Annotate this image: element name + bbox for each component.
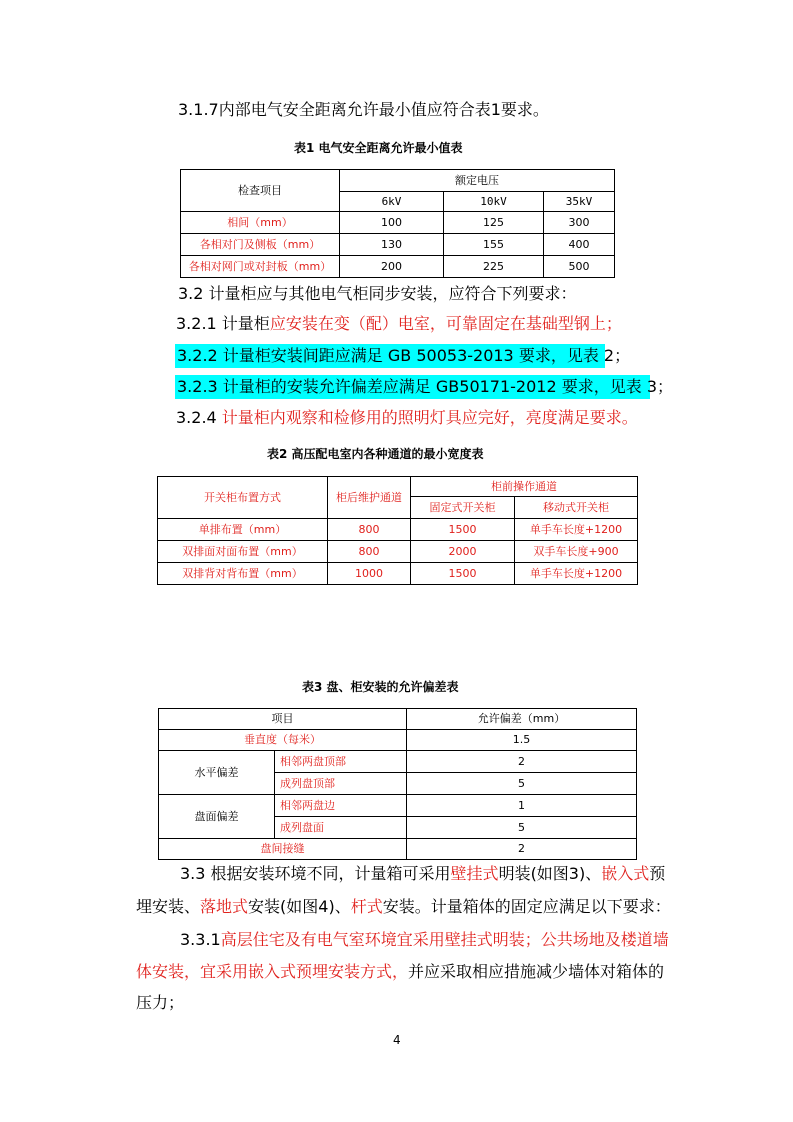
table-row — [181, 212, 615, 234]
table1 — [180, 169, 615, 278]
paragraph-3-2-4-number: 3.2.4 — [176, 408, 222, 427]
table2-caption: 表2 高压配电室内各种通道的最小宽度表 — [267, 447, 484, 461]
table2-cell: 单手车长度+1200 — [515, 563, 638, 585]
table1-voltage-6kv: 6kV — [340, 192, 444, 212]
paragraph-3-2-1-text: 应安装在变（配）电室，可靠固定在基础型钢上； — [269, 314, 622, 333]
table2-header-layout: 开关柜布置方式 — [158, 477, 328, 519]
table3-face-label: 盘面偏差 — [159, 795, 275, 839]
table1-cell: 130 — [340, 234, 444, 256]
table2-cell: 800 — [328, 519, 411, 541]
paragraph-3-3-1-line3: 压力； — [136, 993, 185, 1012]
table2-header-fixed: 固定式开关柜 — [411, 497, 515, 519]
paragraph-3-2-1-number: 3.2.1 计量柜 — [176, 314, 270, 333]
table2-cell: 800 — [328, 541, 411, 563]
text-span-highlight: 高层住宅及有电气室环境宜采用壁挂式明装；公共场地及楼道墙 — [220, 930, 669, 949]
table1-cell: 400 — [544, 234, 615, 256]
table3-vertical-label: 垂直度（每米） — [159, 730, 407, 751]
table1-header-item: 检查项目 — [181, 170, 340, 212]
table-row — [158, 541, 638, 563]
table1-cell: 500 — [544, 256, 615, 278]
text-span: 安装。计量箱体的固定应满足以下要求： — [382, 897, 671, 916]
table-row — [158, 519, 638, 541]
table1-header-voltage: 额定电压 — [340, 170, 615, 192]
paragraph-3-2-1 — [176, 314, 622, 334]
table2-cell: 2000 — [411, 541, 515, 563]
paragraph-3-3-line1 — [180, 864, 665, 884]
paragraph-3-2-3 — [175, 375, 674, 399]
text-span-highlight: 嵌入式 — [601, 864, 650, 883]
table2-cell: 单手车长度+1200 — [515, 519, 638, 541]
table3 — [158, 708, 637, 860]
text-span-highlight: 杆式 — [350, 897, 383, 916]
table2-cell: 1000 — [328, 563, 411, 585]
table3-header-item: 项目 — [159, 709, 407, 730]
paragraph-3-3-1-number: 3.3.1 — [180, 930, 221, 949]
table3-horizontal-label: 水平偏差 — [159, 751, 275, 795]
table1-voltage-10kv: 10kV — [444, 192, 544, 212]
table1-voltage-35kv: 35kV — [544, 192, 615, 212]
table-row — [159, 730, 637, 751]
text-span-highlight: 壁挂式 — [450, 864, 499, 883]
paragraph-3-2-2 — [175, 344, 631, 368]
table1-cell: 200 — [340, 256, 444, 278]
table2 — [157, 476, 638, 585]
text-span: 并应采取相应措施减少墙体对箱体的 — [408, 962, 665, 981]
table1-caption: 表1 电气安全距离允许最小值表 — [294, 141, 463, 155]
table2-cell: 1500 — [411, 519, 515, 541]
table3-sub-label: 相邻两盘顶部 — [275, 751, 407, 773]
table3-sub-label: 成列盘面 — [275, 817, 407, 839]
table3-gap-label: 盘间接缝 — [159, 839, 407, 860]
table3-caption: 表3 盘、柜安装的允许偏差表 — [302, 680, 459, 694]
table3-cell: 2 — [407, 839, 637, 860]
page-number: 4 — [393, 1033, 401, 1047]
table-row — [159, 839, 637, 860]
table2-header-rear: 柜后维护通道 — [328, 477, 411, 519]
table-row — [158, 563, 638, 585]
paragraph-3-3-1-line1 — [180, 930, 669, 950]
table-row — [159, 795, 637, 817]
paragraph-3-2-3-text: 3.2.3 计量柜的安装允许偏差应满足 GB50171-2012 要求，见表 3； — [177, 377, 674, 396]
table1-row-label: 相间（mm） — [181, 212, 340, 234]
table2-header-mobile: 移动式开关柜 — [515, 497, 638, 519]
table2-row-label: 单排布置（mm） — [158, 519, 328, 541]
table1-cell: 300 — [544, 212, 615, 234]
paragraph-3-2: 3.2 计量柜应与其他电气柜同步安装，应符合下列要求： — [178, 284, 577, 303]
paragraph-3-2-4-text: 计量柜内观察和检修用的照明灯具应完好，亮度满足要求。 — [221, 408, 638, 427]
paragraph-3-1-7: 3.1.7内部电气安全距离允许最小值应符合表1要求。 — [178, 100, 549, 119]
table1-cell: 100 — [340, 212, 444, 234]
table3-cell: 5 — [407, 817, 637, 839]
text-span: 预 — [649, 864, 666, 883]
paragraph-3-3-line2 — [136, 897, 671, 917]
table2-cell: 1500 — [411, 563, 515, 585]
table-row — [181, 256, 615, 278]
table3-sub-label: 成列盘顶部 — [275, 773, 407, 795]
table2-row-label: 双排背对背布置（mm） — [158, 563, 328, 585]
table3-cell: 1 — [407, 795, 637, 817]
table2-header-front: 柜前操作通道 — [411, 477, 638, 497]
table1-cell: 155 — [444, 234, 544, 256]
table-row — [181, 234, 615, 256]
table3-cell: 5 — [407, 773, 637, 795]
table2-row-label: 双排面对面布置（mm） — [158, 541, 328, 563]
table1-row-label: 各相对门及侧板（mm） — [181, 234, 340, 256]
table3-header-deviation: 允许偏差（mm） — [407, 709, 637, 730]
table-row — [159, 751, 637, 773]
table3-cell: 2 — [407, 751, 637, 773]
paragraph-3-2-2-text: 3.2.2 计量柜安装间距应满足 GB 50053-2013 要求，见表 2； — [177, 346, 631, 365]
paragraph-3-3-1-line2 — [136, 962, 664, 982]
table3-cell: 1.5 — [407, 730, 637, 751]
text-span-highlight: 体安装，宜采用嵌入式预埋安装方式， — [136, 962, 409, 981]
paragraph-3-2-4 — [176, 408, 638, 428]
table2-cell: 双手车长度+900 — [515, 541, 638, 563]
table3-sub-label: 相邻两盘边 — [275, 795, 407, 817]
text-span-highlight: 落地式 — [200, 897, 249, 916]
text-span: 3.3 根据安装环境不同，计量箱可采用 — [180, 864, 451, 883]
table1-row-label: 各相对网门或对封板（mm） — [181, 256, 340, 278]
table1-cell: 125 — [444, 212, 544, 234]
text-span: 明装(如图3)、 — [498, 864, 602, 883]
text-span: 安装(如图4)、 — [248, 897, 351, 916]
table1-cell: 225 — [444, 256, 544, 278]
text-span: 埋安装、 — [136, 897, 201, 916]
